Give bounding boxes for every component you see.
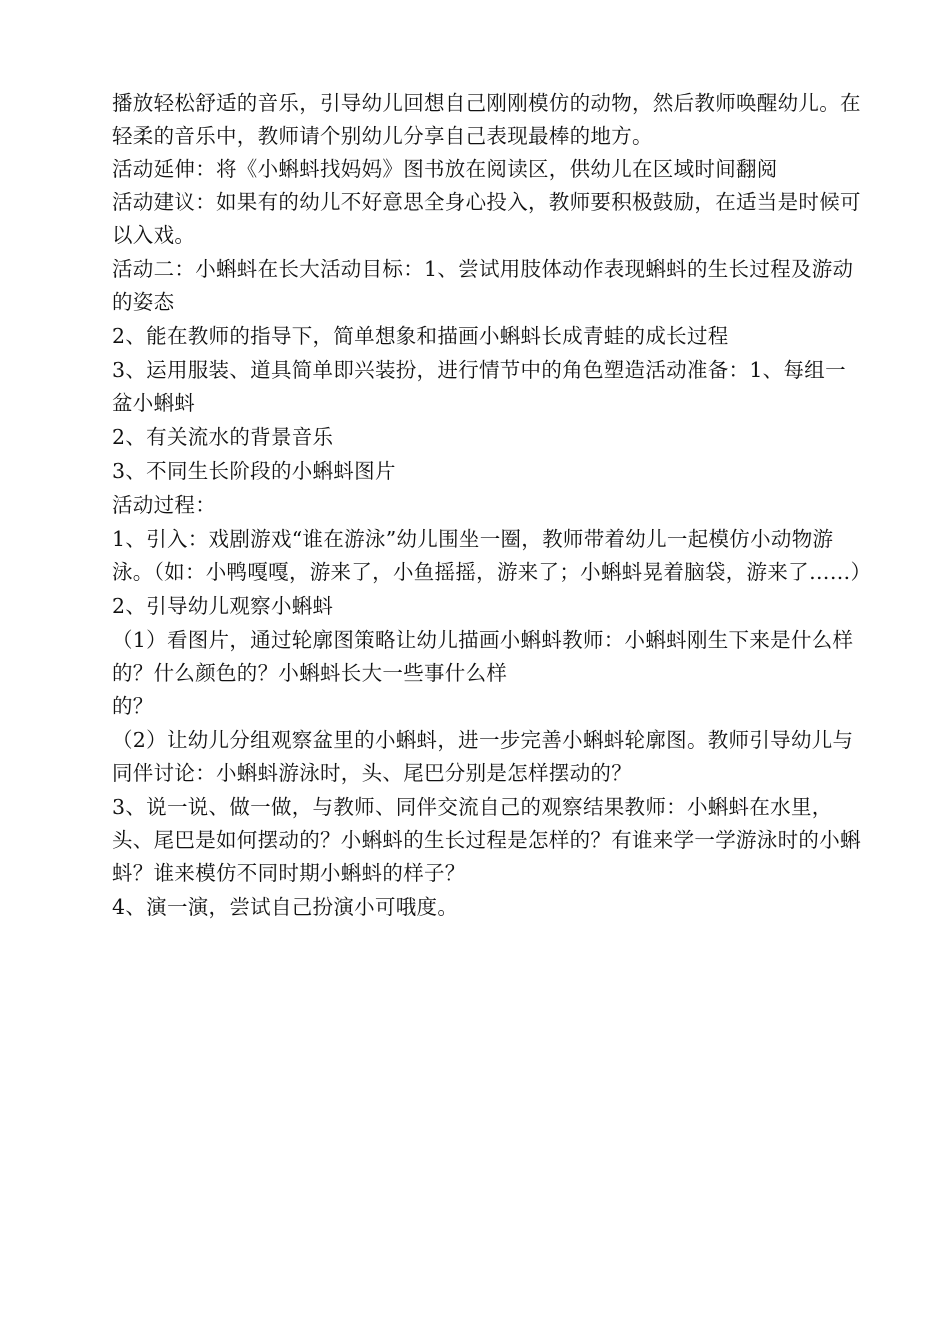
paragraph-activity-two-goals: 活动二：小蝌蚪在长大活动目标：1、尝试用肢体动作表现蝌蚪的生长过程及游动的姿态 (112, 257, 854, 314)
paragraph-step-2: 2、引导幼儿观察小蝌蚪 (112, 594, 334, 618)
paragraph-extension: 活动延伸：将《小蝌蚪找妈妈》图书放在阅读区，供幼儿在区域时间翻阅 (112, 157, 778, 181)
paragraph-relaxation: 播放轻松舒适的音乐，引导幼儿回想自己刚刚模仿的动物，然后教师唤醒幼儿。在轻柔的音乐中，教师请个别幼儿分享自己表现最棒的地方。 (112, 91, 861, 148)
document-page (112, 87, 872, 924)
paragraph-suggestion: 活动建议：如果有的幼儿不好意思全身心投入，教师要积极鼓励，在适当是时候可以入戏。 (112, 190, 861, 247)
paragraph-step-1: 1、引入：戏剧游戏“谁在游泳”幼儿围坐一圈，教师带着幼儿一起模仿小动物游泳。（如：小鸭嘎嘎，游来了，小鱼摇摇，游来了；小蝌蚪晃着脑袋，游来了……） (112, 527, 872, 584)
paragraph-goal-3-preparation: 3、运用服装、道具简单即兴装扮，进行情节中的角色塑造活动准备：1、每组一盆小蝌蚪 (112, 358, 846, 415)
paragraph-preparation-3: 3、不同生长阶段的小蝌蚪图片 (112, 459, 396, 483)
paragraph-step-4: 4、演一演，尝试自己扮演小可哦度。 (112, 895, 459, 919)
paragraph-step-2-sub-1: （1）看图片，通过轮廓图策略让幼儿描画小蝌蚪教师：小蝌蚪刚生下来是什么样的？什么颜色的？小蝌蚪长大一些事什么样 (112, 628, 854, 685)
paragraph-process-heading: 活动过程： (112, 493, 216, 517)
paragraph-step-2-sub-1-end: 的？ (112, 694, 154, 718)
paragraph-goal-2: 2、能在教师的指导下，简单想象和描画小蝌蚪长成青蛙的成长过程 (112, 324, 729, 348)
paragraph-step-3: 3、说一说、做一做，与教师、同伴交流自己的观察结果教师：小蝌蚪在水里，头、尾巴是如何摆动的？小蝌蚪的生长过程是怎样的？有谁来学一学游泳时的小蝌蚪？谁来模仿不同时期小蝌蚪的样子？ (112, 795, 861, 885)
paragraph-preparation-2: 2、有关流水的背景音乐 (112, 425, 334, 449)
paragraph-step-2-sub-2: （2）让幼儿分组观察盆里的小蝌蚪，进一步完善小蝌蚪轮廓图。教师引导幼儿与同伴讨论：小蝌蚪游泳时，头、尾巴分别是怎样摆动的？ (112, 728, 854, 785)
